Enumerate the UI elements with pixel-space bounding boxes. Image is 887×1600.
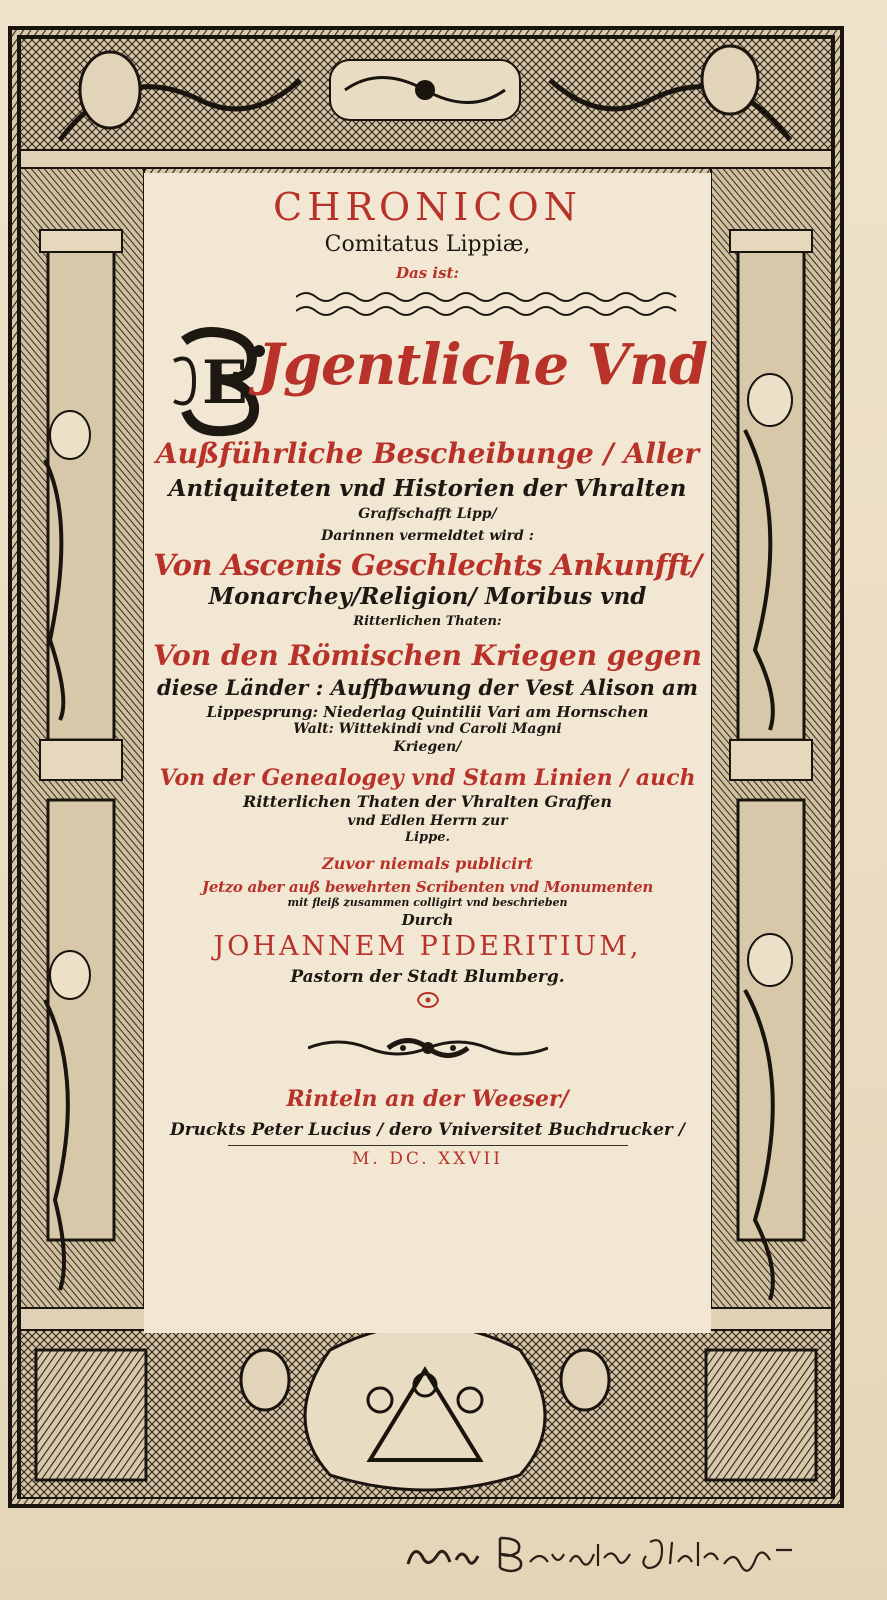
imprint-place: Rinteln an der Weeser/ <box>286 1085 569 1112</box>
line-antiquiteten: Antiquiteten vnd Historien der Vhralten <box>168 475 687 503</box>
eigentliche-row <box>144 327 711 419</box>
imprint-year: M. DC. XXVII <box>352 1149 503 1170</box>
line-jetzo: Jetzo aber auß bewehrten Scribenten vnd Monumenten <box>202 878 653 897</box>
title-chronicon: CHRONICON <box>273 185 582 229</box>
line-genealogey: Von der Genealogey vnd Stam Linien / auch <box>159 765 696 792</box>
line-monarchey: Monarchey/Religion/ Moribus vnd <box>208 583 647 611</box>
line-lippesprung: Lippesprung: Niederlag Quintilii Vari am Hornschen <box>206 702 649 721</box>
line-lippe: Lippe. <box>404 830 451 846</box>
line-mit-fleiss: mit fleiß zusammen colligirt vnd beschrieben <box>287 895 568 909</box>
handwritten-signature <box>400 1524 800 1584</box>
top-frieze <box>20 38 832 168</box>
line-zuvor: Zuvor niemals publicirt <box>322 854 533 874</box>
subtitle-comitatus: Comitatus Lippiæ, <box>324 231 531 257</box>
line-graffschafft: Graffschafft Lipp/ <box>358 505 497 522</box>
line-ausfuehrliche: Außführliche Bescheibunge / Aller <box>155 437 700 471</box>
title-panel <box>144 173 711 1333</box>
ornament-band <box>296 289 686 319</box>
line-edlen: vnd Edlen Herrn zur <box>347 812 508 829</box>
line-durch: Durch <box>401 910 454 929</box>
author-title: Pastorn der Stadt Blumberg. <box>290 966 565 987</box>
line-ascenis: Von Ascenis Geschlechts Ankunfft/ <box>153 548 702 583</box>
line-roemischen: Von den Römischen Kriegen gegen <box>153 638 702 672</box>
das-ist-line: Das ist: <box>395 263 459 282</box>
imprint-printer: Druckts Peter Lucius / dero Vniversitet Buchdrucker / <box>169 1119 686 1140</box>
line-kriegen: Kriegen/ <box>393 738 462 755</box>
author-name: JOHANNEM PIDERITIUM, <box>213 931 642 963</box>
imprint-rule <box>228 1145 628 1146</box>
left-column <box>20 168 144 1308</box>
tailpiece-ornament <box>308 1031 548 1065</box>
title-eigentliche: Jgentliche Vnd <box>257 332 707 399</box>
line-diese-laender: diese Länder : Auffbawung der Vest Alison am <box>157 674 698 700</box>
svg-text:E: E <box>202 348 248 419</box>
bottom-base <box>20 1308 832 1498</box>
line-ritterlichen-graffen: Ritterlichen Thaten der Vhralten Graffen <box>243 792 612 812</box>
line-ritterlichen: Ritterlichen Thaten: <box>353 613 502 629</box>
line-walt: Walt: Wittekindi vnd Caroli Magni <box>293 721 562 738</box>
right-column <box>711 168 832 1308</box>
fleuron-icon <box>414 991 442 1009</box>
line-darinnen: Darinnen vermeldtet wird : <box>321 527 534 544</box>
